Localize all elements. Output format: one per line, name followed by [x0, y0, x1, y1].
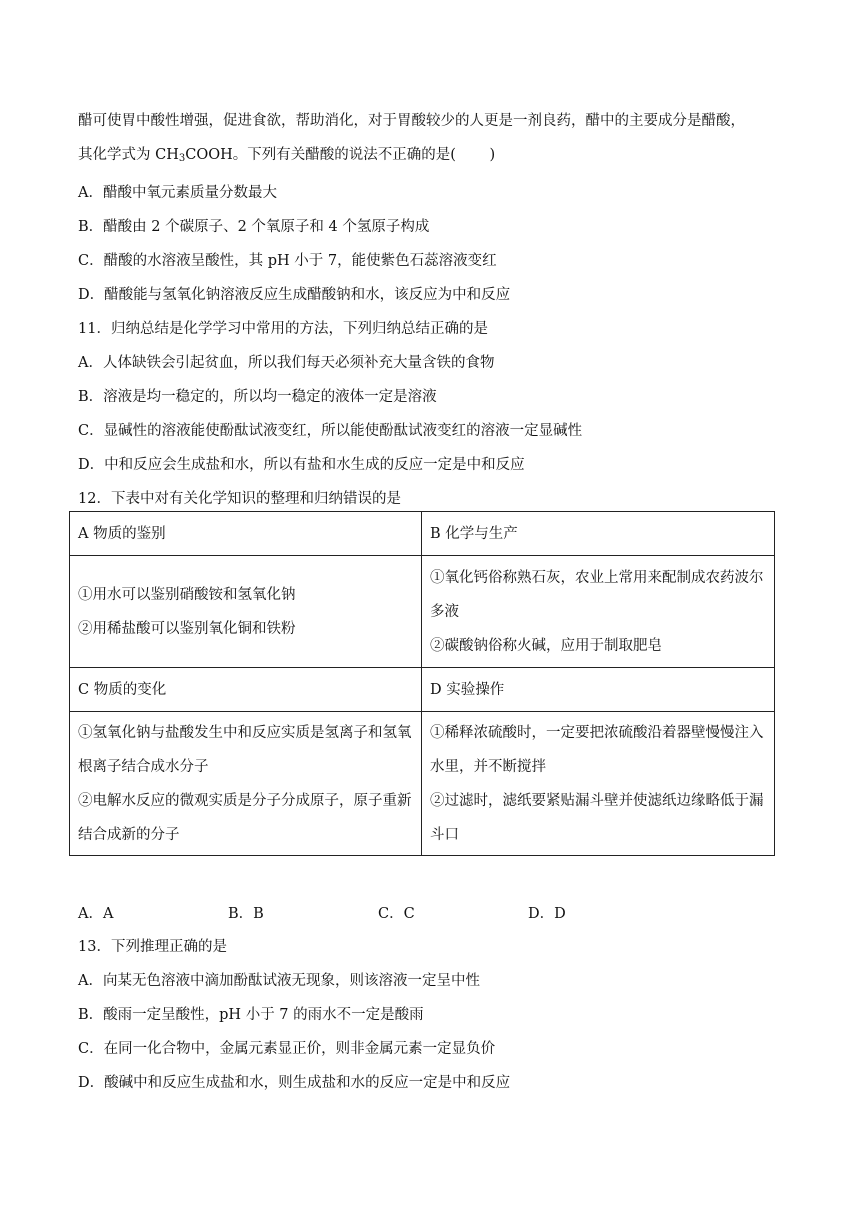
q12-options [78, 897, 778, 931]
q10-option-c: C．醋酸的水溶液呈酸性，其 pH 小于 7，能使紫色石蕊溶液变红 [78, 253, 497, 269]
table-b-item-2: ②碳酸钠俗称火碱，应用于制取肥皂 [430, 637, 662, 654]
table-cell-a-body [70, 556, 422, 668]
q10-stem-subscript: 3 [178, 153, 186, 164]
table-a-item-1: ①用水可以鉴别硝酸铵和氢氧化钠 [78, 586, 296, 603]
q10-stem-pre: 其化学式为 CH [78, 147, 179, 163]
q10-option-a: A．醋酸中氧元素质量分数最大 [78, 185, 277, 201]
q11-stem: 11．归纳总结是化学学习中常用的方法，下列归纳总结正确的是 [78, 321, 488, 337]
table-c-item-1: ①氢氧化钠与盐酸发生中和反应实质是氢离子和氢氧根离子结合成水分子 [78, 724, 412, 775]
q13-option-d: D．酸碱中和反应生成盐和水，则生成盐和水的反应一定是中和反应 [78, 1075, 511, 1091]
q10-stem-post: COOH。下列有关醋酸的说法不正确的是( ) [185, 147, 496, 163]
table-cell-a-head: A 物质的鉴别 [70, 512, 422, 556]
q11-option-b: B．溶液是均一稳定的，所以均一稳定的液体一定是溶液 [78, 389, 437, 405]
table-cell-b-body [422, 556, 775, 668]
q12-option-b: B．B [228, 906, 264, 922]
q12-option-a: A．A [78, 906, 114, 922]
q12-option-d: D．D [528, 906, 566, 922]
q10-stem-line2 [78, 138, 778, 176]
q11-option-d: D．中和反应会生成盐和水，所以有盐和水生成的反应一定是中和反应 [78, 457, 525, 473]
table-a-item-2: ②用稀盐酸可以鉴别氧化铜和铁粉 [78, 620, 296, 637]
q12-stem: 12．下表中对有关化学知识的整理和归纳错误的是 [78, 491, 401, 507]
q11-option-c: C．显碱性的溶液能使酚酞试液变红，所以能使酚酞试液变红的溶液一定显碱性 [78, 423, 583, 439]
question-13 [78, 930, 778, 1100]
q13-option-b: B．酸雨一定呈酸性，pH 小于 7 的雨水不一定是酸雨 [78, 1007, 424, 1023]
q10-stem-line1: 醋可使胃中酸性增强，促进食欲，帮助消化，对于胃酸较少的人更是一剂良药，醋中的主要成分是醋酸， [78, 113, 745, 129]
table-d-item-1: ①稀释浓硫酸时，一定要把浓硫酸沿着器壁慢慢注入水里，并不断搅拌 [430, 724, 764, 775]
table-cell-d-body [422, 712, 775, 856]
table-cell-d-head: D 实验操作 [422, 668, 775, 712]
q12-option-c: C．C [378, 906, 415, 922]
table-cell-b-head: B 化学与生产 [422, 512, 775, 556]
q10-option-d: D．醋酸能与氢氧化钠溶液反应生成醋酸钠和水，该反应为中和反应 [78, 287, 511, 303]
table-b-item-1: ①氧化钙俗称熟石灰，农业上常用来配制成农药波尔多液 [430, 569, 764, 620]
q13-option-c: C．在同一化合物中，金属元素显正价，则非金属元素一定显负价 [78, 1041, 496, 1057]
q13-option-a: A．向某无色溶液中滴加酚酞试液无现象，则该溶液一定呈中性 [78, 973, 480, 989]
q11-option-a: A．人体缺铁会引起贫血，所以我们每天必须补充大量含铁的食物 [78, 355, 495, 371]
table-c-item-2: ②电解水反应的微观实质是分子分成原子，原子重新结合成新的分子 [78, 792, 412, 843]
table-cell-c-body [70, 712, 422, 856]
table-cell-c-head: C 物质的变化 [70, 668, 422, 712]
question-10 [78, 104, 778, 516]
q10-option-b: B．醋酸由 2 个碳原子、2 个氧原子和 4 个氢原子构成 [78, 219, 430, 235]
table-d-item-2: ②过滤时，滤纸要紧贴漏斗壁并使滤纸边缘略低于漏斗口 [430, 792, 764, 843]
q12-knowledge-table [69, 511, 775, 856]
q13-stem: 13．下列推理正确的是 [78, 939, 227, 955]
